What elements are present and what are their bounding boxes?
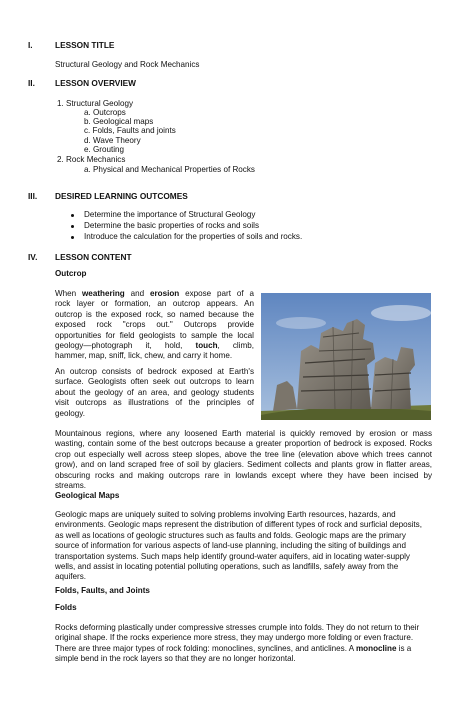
section-title: LESSON OVERVIEW [55, 78, 136, 88]
section-number: IV. [28, 252, 38, 262]
bullet-dot [71, 214, 74, 217]
section-number: II. [28, 78, 35, 88]
overview-subitem: b. Geological maps [84, 117, 154, 126]
bullet-dot [71, 236, 74, 239]
section-title: DESIRED LEARNING OUTCOMES [55, 191, 188, 201]
subheading-folds: Folds [55, 603, 77, 612]
subheading-outcrop: Outcrop [55, 269, 87, 278]
outcrop-photo [261, 293, 431, 420]
subheading-folds-faults-joints: Folds, Faults, and Joints [55, 586, 150, 595]
rock-outcrop-image [261, 293, 431, 420]
overview-subitem: e. Grouting [84, 145, 125, 154]
section-title: LESSON CONTENT [55, 252, 132, 262]
overview-subitem: c. Folds, Faults and joints [84, 126, 176, 135]
outcome-item: Determine the importance of Structural Geology [84, 210, 256, 219]
section-number: III. [28, 191, 38, 201]
outcome-item: Determine the basic properties of rocks and soils [84, 221, 259, 230]
outcrop-paragraph-3: Mountainous regions, where any loosened Earth material is quickly removed by erosion or mass wasting, contain some of the best outcrops because a greater proportion of bedrock is exposed. Rocks crop out especially well across steep slopes, above the tree line (elevation above which trees cannot grow), and on land scraped free of soil by glaciers. Sediment collects and plants grow in flatter areas, obscuring rocks and making outcrops rare in lowlands except where they have been incised by streams. [55, 429, 432, 491]
overview-subitem: a. Outcrops [84, 108, 126, 117]
overview-subitem: d. Wave Theory [84, 136, 141, 145]
outcrop-paragraph-2: An outcrop consists of bedrock exposed at Earth's surface. Geologists often seek out outcrops to learn about the geology of an area, and geology students visit outcrops as illustrations of the principles of geology. [55, 367, 254, 418]
overview-subitem: a. Physical and Mechanical Properties of Rocks [84, 165, 255, 174]
bullet-dot [71, 225, 74, 228]
outcrop-paragraph-1: When weathering and erosion expose part of a rock layer or formation, an outcrop appears. An outcrop is the exposed rock, so named because the exposed rock "crops out." Outcrops provide opportunities for field geologists to sample the local geology—photograph it, hold, touch, climb, hammer, map, sniff, lick, chew, and carry it home. [55, 289, 254, 361]
lesson-title-text: Structural Geology and Rock Mechanics [55, 60, 200, 69]
overview-item: 2. Rock Mechanics [57, 155, 126, 164]
folds-paragraph: Rocks deforming plastically under compressive stresses crumple into folds. They do not return to their original shape. If the rocks experience more stress, they may undergo more folding or even fracture. There are three major types of rock folding: monoclines, synclines, and anticlines. A monocline is a simple bend in the rock layers so that they are no longer horizontal. [55, 623, 420, 664]
overview-item: 1. Structural Geology [57, 99, 134, 108]
subheading-geological-maps: Geological Maps [55, 491, 120, 500]
section-title: LESSON TITLE [55, 40, 115, 50]
geological-maps-paragraph: Geologic maps are uniquely suited to solving problems involving Earth resources, hazards, and environments. Geologic maps represent the distribution of different types of rock and surficial deposits, as well as locations of geologic structures such as faults and folds. Geologic maps are the primary source of information for various aspects of land-use planning, including the siting of buildings and transportation systems. Such maps help identify ground-water aquifers, aid in locating water-supply wells, and assist in locating potential polluting operations, such as landfills, safely away from the aquifers. [55, 510, 422, 582]
section-number: I. [28, 40, 33, 50]
outcome-item: Introduce the calculation for the properties of soils and rocks. [84, 232, 303, 241]
